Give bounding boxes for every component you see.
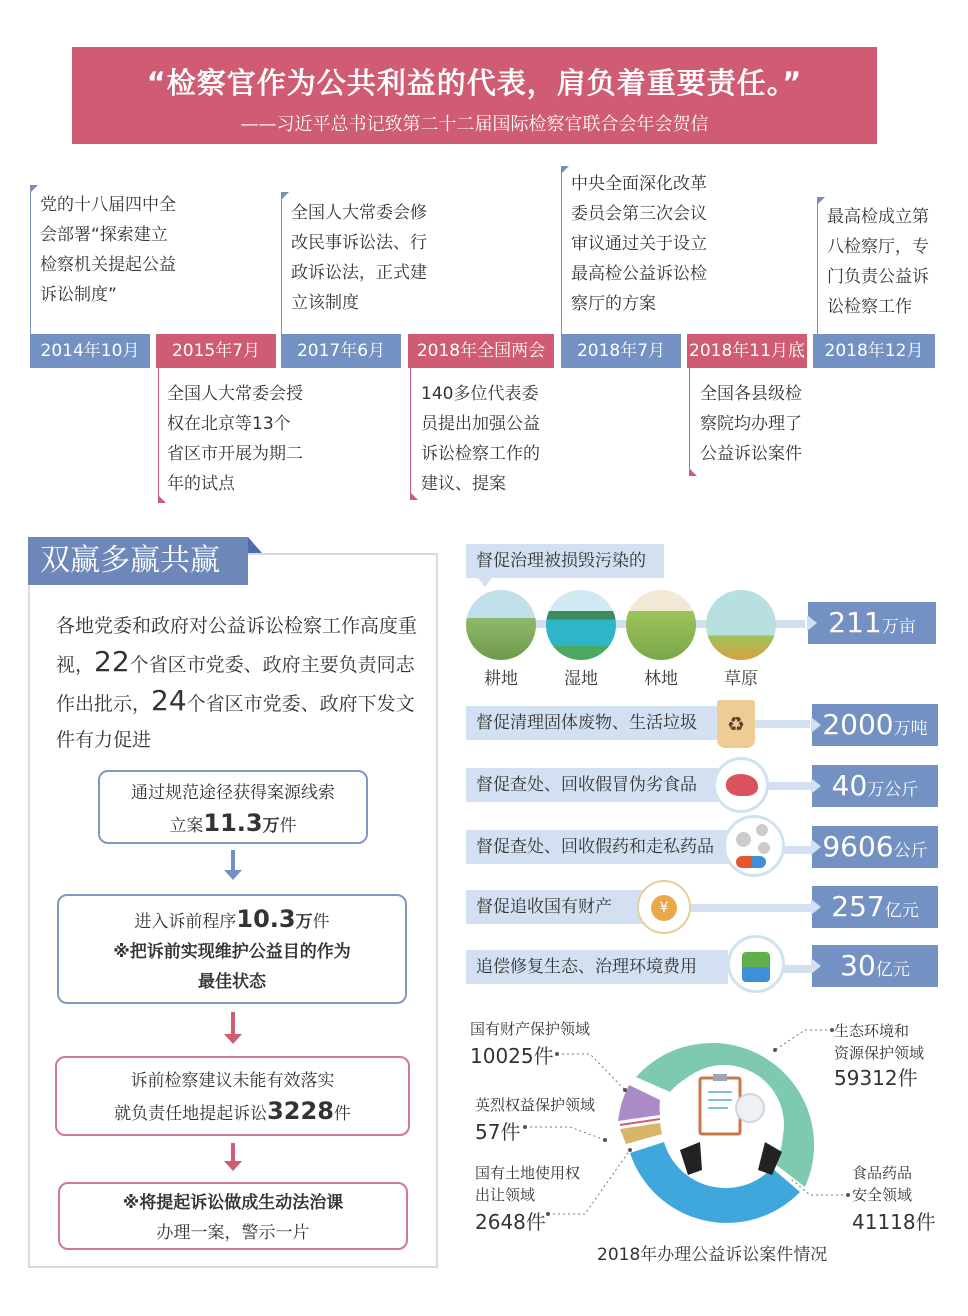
chart-label-name: 食品药品 安全领域 <box>852 1164 913 1204</box>
timeline-connector <box>281 192 282 335</box>
timeline-date: 2017年6月 <box>281 334 401 368</box>
step-case-filing: 通过规范途径获得案源线索 立案11.3万件 <box>98 770 368 844</box>
step-litigation: 诉前检察建议未能有效落实 就负责任地提起诉讼3228件 <box>55 1056 410 1136</box>
chart-label-name: 生态环境和 资源保护领域 <box>834 1022 925 1062</box>
earth-icon <box>727 935 785 993</box>
timeline-event-text: 全国人大常委会授 权在北京等13个 省区市开展为期二 年的试点 <box>167 384 303 494</box>
land-type-label: 耕地 <box>484 669 518 689</box>
chart-title: 2018年办理公益诉讼案件情况 <box>597 1245 828 1265</box>
flag-icon <box>411 493 418 500</box>
timeline-date: 2018年12月 <box>813 334 935 368</box>
timeline-date: 2014年10月 <box>30 334 150 368</box>
chart-label-value: 10025件 <box>470 1044 554 1068</box>
grassland-icon <box>706 590 776 660</box>
chart-leader-lines <box>460 1010 950 1230</box>
result-value: 30亿元 <box>812 945 938 987</box>
result-value: 9606公斤 <box>812 826 938 868</box>
timeline-event-text: 党的十八届四中全 会部署“探索建立 检察机关提起公益 诉讼制度” <box>40 195 176 305</box>
recycle-bin-icon: ♻ <box>717 700 755 748</box>
flag-icon <box>562 166 569 173</box>
panel-intro: 各地党委和政府对公益诉讼检察工作高度重视，22个省区市党委、政府主要负责同志作出批示，24个省区市党委、政府下发文件有力促进 <box>56 615 418 751</box>
result-label: 督促追收国有财产 <box>466 890 646 924</box>
timeline-connector <box>30 185 31 335</box>
flag-icon <box>690 469 697 476</box>
arrow-down-icon <box>231 1012 235 1036</box>
panel-title: 双赢多赢共赢 <box>28 537 248 585</box>
step-pre-litigation: 进入诉前程序10.3万件 ※把诉前实现维护公益目的作为 最佳状态 <box>57 894 407 1004</box>
timeline-connector <box>561 166 562 335</box>
result-label: 督促查处、回收假冒伪劣食品 <box>466 768 728 802</box>
land-value: 211万亩 <box>808 602 936 644</box>
flag-icon <box>818 197 825 204</box>
chart-label-name: 国有土地使用权 出让领域 <box>475 1164 581 1204</box>
farmland-icon <box>466 590 536 660</box>
timeline-date: 2018年7月 <box>561 334 681 368</box>
land-type-label: 林地 <box>644 669 678 689</box>
land-type-label: 湿地 <box>564 669 598 689</box>
meat-icon <box>713 757 769 813</box>
panel-title-tab <box>248 537 262 553</box>
timeline-event-text: 最高检成立第 八检察厅，专 门负责公益诉 讼检察工作 <box>827 207 929 317</box>
chart-label-value: 59312件 <box>834 1066 918 1090</box>
timeline-event-text: 全国人大常委会修 改民事诉讼法、行 政诉讼法，正式建 立该制度 <box>291 203 427 313</box>
step-rule-of-law: ※将提起诉讼做成生动法治课 办理一案，警示一片 <box>58 1182 408 1250</box>
result-label: 追偿修复生态、治理环境费用 <box>466 950 728 984</box>
banner-source: ——习近平总书记致第二十二届国际检察官联合会年会贺信 <box>240 114 709 135</box>
timeline-event-text: 140多位代表委 员提出加强公益 诉讼检察工作的 建议、提案 <box>421 384 540 494</box>
arrow-down-icon <box>231 850 235 872</box>
flag-icon <box>31 185 38 192</box>
row-connector <box>690 904 815 912</box>
result-label: 督促清理固体废物、生活垃圾 <box>466 706 722 740</box>
money-bag-icon: ¥ <box>637 880 691 934</box>
callout-pointer <box>478 578 492 587</box>
timeline-connector <box>817 197 818 335</box>
chart-label-name: 英烈权益保护领域 <box>475 1096 596 1114</box>
forest-icon <box>626 590 696 660</box>
timeline-event-text: 中央全面深化改革 委员会第三次会议 审议通过关于设立 最高检公益诉讼检 察厅的方案 <box>571 174 707 314</box>
land-type-label: 草原 <box>724 669 758 689</box>
flag-icon <box>282 192 289 199</box>
chart-label-value: 57件 <box>475 1120 521 1144</box>
timeline-date: 2015年7月 <box>156 334 276 368</box>
land-label: 督促治理被损毁污染的 <box>466 544 664 578</box>
result-label: 督促查处、回收假药和走私药品 <box>466 830 736 864</box>
chart-label-value: 41118件 <box>852 1210 936 1234</box>
flag-icon <box>159 496 166 503</box>
chart-label-value: 2648件 <box>475 1210 546 1234</box>
timeline-connector <box>410 368 411 500</box>
result-value: 257亿元 <box>812 886 938 928</box>
wetland-icon <box>546 590 616 660</box>
timeline-date: 2018年11月底 <box>687 334 807 368</box>
timeline-connector <box>689 368 690 476</box>
result-value: 2000万吨 <box>812 704 938 746</box>
quote-banner <box>72 47 877 144</box>
arrow-down-icon <box>231 1143 235 1163</box>
chart-label-name: 国有财产保护领域 <box>470 1020 591 1038</box>
timeline-connector <box>158 368 159 503</box>
banner-quote: “检察官作为公共利益的代表，肩负着重要责任。” <box>146 66 803 100</box>
timeline-event-text: 全国各县级检 察院均办理了 公益诉讼案件 <box>700 384 802 464</box>
pills-icon <box>723 815 785 877</box>
timeline-date: 2018年全国两会 <box>408 334 554 368</box>
result-value: 40万公斤 <box>812 765 938 807</box>
